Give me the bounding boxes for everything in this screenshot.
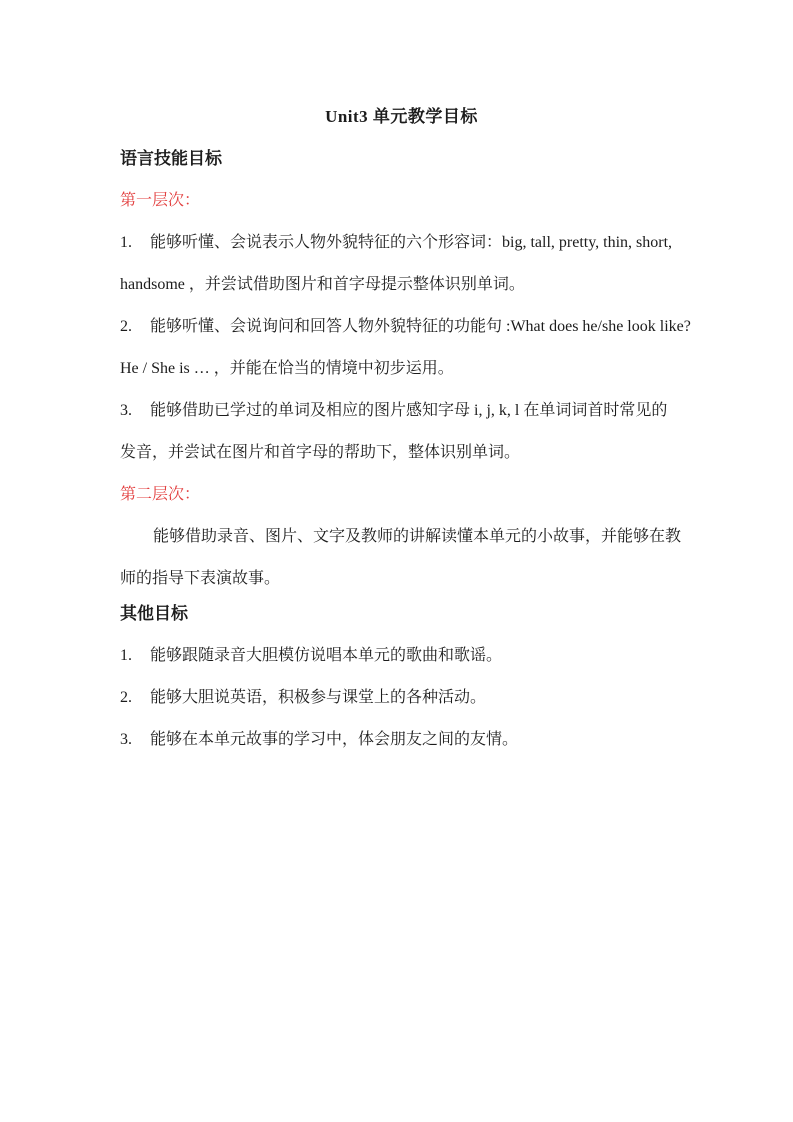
- list-item-text: 能够大胆说英语，积极参与课堂上的各种活动。: [150, 689, 487, 706]
- other-goal-item-3: [120, 719, 683, 761]
- other-goal-item-1: [120, 635, 683, 677]
- list-item-number: 1.: [120, 647, 132, 664]
- list-item-text: 能够听懂、会说询问和回答人物外貌特征的功能句 :What does he/she look like?: [150, 318, 691, 335]
- list-item-text: 能够在本单元故事的学习中，体会朋友之间的友情。: [150, 731, 519, 748]
- list-item-text: 能够借助已学过的单词及相应的图片感知字母 i, j, k, l 在单词词首时常见的: [150, 402, 668, 419]
- section-heading-language-skills: 语言技能目标: [120, 149, 222, 168]
- list-item-number: 1.: [120, 234, 132, 251]
- list-item-2-line-2: He / She is … ，并能在恰当的情境中初步运用。: [120, 360, 454, 377]
- list-item-1-line-2: handsome ，并尝试借助图片和首字母提示整体识别单词。: [120, 276, 525, 293]
- level-2-paragraph-line-1: 能够借助录音、图片、文字及教师的讲解读懂本单元的小故事，并能够在教: [153, 528, 682, 545]
- list-item-number: 2.: [120, 689, 132, 706]
- list-item-number: 3.: [120, 402, 132, 419]
- list-item-text: 能够听懂、会说表示人物外貌特征的六个形容词：big, tall, pretty, thin, short,: [150, 234, 673, 251]
- list-item-number: 3.: [120, 731, 132, 748]
- list-item-text: 能够跟随录音大胆模仿说唱本单元的歌曲和歌谣。: [150, 647, 503, 664]
- list-item-number: 2.: [120, 318, 132, 335]
- section-heading-other-goals: 其他目标: [120, 604, 188, 623]
- list-item-3-line-1: [120, 390, 683, 432]
- level-1-label: 第一层次：: [120, 192, 201, 209]
- level-2-label: 第二层次：: [120, 486, 201, 503]
- list-item-1-line-1: [120, 222, 683, 264]
- other-goal-item-2: [120, 677, 683, 719]
- list-item-2-line-1: [120, 306, 691, 348]
- level-2-paragraph-line-2: 师的指导下表演故事。: [120, 570, 281, 587]
- page-title: Unit3 单元教学目标: [325, 107, 478, 126]
- list-item-3-line-2: 发音，并尝试在图片和首字母的帮助下，整体识别单词。: [120, 444, 521, 461]
